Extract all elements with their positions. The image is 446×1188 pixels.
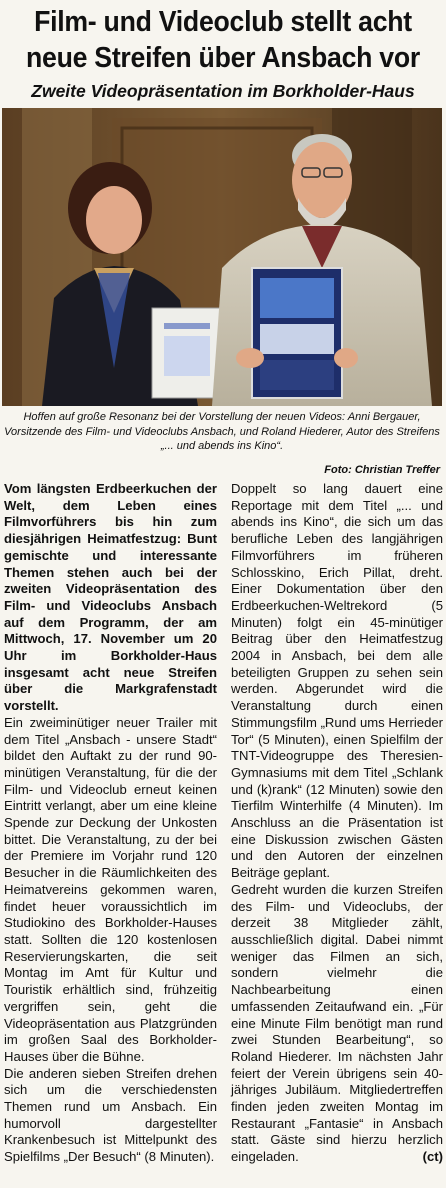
photo-caption: Hoffen auf große Resonanz bei der Vorstellung der neuen Videos: Anni Bergauer, Vorsitzende des Film- und Videoclubs Ansbach, und Roland Hiederer, Autor des Streifens „... und abends ins Kino“. <box>4 411 440 452</box>
column-left <box>4 481 217 1166</box>
column-right <box>231 481 443 1166</box>
photo-credit: Foto: Christian Treffer <box>324 464 440 476</box>
headline <box>18 4 428 76</box>
headline-line-1: Film- und Videoclub stellt acht <box>34 6 412 38</box>
body-paragraph-3: Doppelt so lang dauert eine Reportage mit dem Titel „... und abends ins Kino“, die sich um das berufliche Leben des langjährigen Filmvorführers im früheren Schlosskino, Erich Pillat, dreht. Einer Dokumentation über den Erdbeerkuchen-Weltrekord (5 Minuten) folgt ein 45-minütiger Beitrag über den Heimatfestzug 2004 in Ansbach, bei dem alle beteiligten Gruppen zu sehen sein werden. Abgerundet wird die Veranstaltung durch einen Stimmungsfilm „Rund ums Herrieder Tor“ (5 Minuten), einen Spielfilm der TNT-Videogruppe des Theresien-Gymnasiums mit dem Titel „Schlank und (k)rank“ (12 Minuten) sowie den Tierfilm Winterhilfe (4 Minuten). Im Anschluss an die Präsentation ist eine Diskussion zwischen Gästen und den Autoren der einzelnen Beiträge geplant. <box>231 481 443 881</box>
author-signature: (ct) <box>422 1149 443 1165</box>
body-paragraph-1: Ein zweiminütiger neuer Trailer mit dem Titel „Ansbach - unsere Stadt“ bildet den Auftakt zu der rund 90-minütigen Veranstaltung, für die der Film- und Videoclub erneut keinen Eintritt verlangt, aber um eine kleine Spende zur Deckung der Unkosten bittet. Die Veranstaltung, zu der bei der Premiere im Vorjahr rund 120 Besucher in die Räumlichkeiten des Heimatvereins gekommen waren, findet heuer voraussichtlich im Studiokino des Borkholder-Hauses statt. Sollten die 120 kostenlosen Reservierungskarten, die seit Montag im Amt für Kultur und Touristik erhältlich sind, frühzeitig vergriffen sein, geht die Videopräsentation aus Platzgründen im großen Saal des Borkholder-Hauses über die Bühne. <box>4 714 217 1064</box>
body-paragraph-2: Die anderen sieben Streifen drehen sich um die verschiedensten Themen rund um Ansbach. Ein humorvoll dargestellter Krankenbesuch ist Mittelpunkt des Spielfilms „Der Besuch“ (8 Minuten). <box>4 1065 217 1165</box>
body-paragraph-4-text: Gedreht wurden die kurzen Streifen des Film- und Videoclubs, der derzeit 38 Mitglieder zählt, ausschließlich digital. Dabei nimmt weniger das Filmen an sich, sondern vielmehr die Nachbearbeitung einen umfassenden Zeitaufwand ein. „Für eine Minute Film benötigt man rund zwei Stunden Bearbeitung“, so Roland Hiederer. Im nächsten Jahr feiert der Verein übrigens sein 40-jähriges Jubiläum. Mitgliedertreffen finden jeden zweiten Montag im Restaurant „Fantasie“ in Ansbach statt. Gäste sind hierzu herzlich eingeladen. <box>231 881 443 1165</box>
subheadline: Zweite Videopräsentation im Borkholder-Haus <box>31 81 415 101</box>
article-photo <box>2 108 442 406</box>
headline-line-2: neue Streifen über Ansbach vor <box>25 42 420 74</box>
lead-paragraph: Vom längsten Erdbeerkuchen der Welt, dem Leben eines Filmvorführers bis hin zum diesjährigen Heimatfestzug: Bunt gemischte und interessante Themen stehen auch bei der zweiten Videopräsentation des Film- und Videoclubs Ansbach auf dem Programm, der am Mittwoch, 17. November um 20 Uhr im Borkholder-Haus insgesamt acht neue Streifen über die Markgrafenstadt vorstellt. <box>4 481 217 714</box>
photo-illustration <box>2 108 442 406</box>
body-paragraph-4 <box>231 882 443 1166</box>
